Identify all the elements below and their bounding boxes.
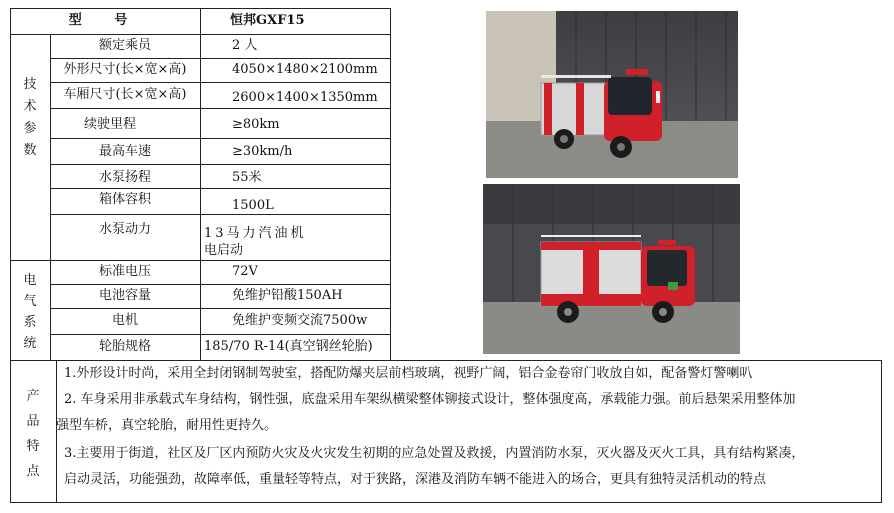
spec-value: ≥30km/h xyxy=(232,144,293,159)
group-label-electrical: 电 气 系 统 xyxy=(23,273,37,351)
grid-line xyxy=(200,8,201,361)
fire-truck-side-image xyxy=(483,184,740,354)
grid-line xyxy=(390,8,391,361)
spec-label: 车厢尺寸(长×宽×高) xyxy=(63,87,187,102)
feature-line: 启动灵活，功能强劲，故障率低，重量轻等特点，对于狭路，深港及消防车辆不能进入的场合，更具有独特灵活机动的特点 xyxy=(64,472,767,487)
spec-label: 额定乘员 xyxy=(98,38,151,53)
grid-line xyxy=(50,260,390,261)
grid-line xyxy=(50,58,390,59)
group-label-features: 产 品 特 点 xyxy=(26,389,40,479)
group-label-tech: 技 术 参 数 xyxy=(23,77,37,158)
spec-label: 轮胎规格 xyxy=(98,339,151,354)
grid-line xyxy=(50,82,390,83)
grid-line xyxy=(50,284,390,285)
spec-label: 电池容量 xyxy=(98,288,151,303)
grid-line xyxy=(50,188,390,189)
spec-label: 标准电压 xyxy=(98,264,151,279)
grid-line xyxy=(50,164,390,165)
feature-line: 3.主要用于街道，社区及厂区内预防火灾及火灾发生初期的应急处置及救援，内置消防水泵，灭火器及灭火工具，具有结构紧凑， xyxy=(64,446,805,461)
feature-line: 1.外形设计时尚，采用全封闭钢制驾驶室，搭配防爆夹层前档玻璃，视野广阔，铝合金卷帘门收放自如，配备警灯警喇叭 xyxy=(64,366,753,381)
spec-label: 最高车速 xyxy=(98,144,151,159)
spec-value: 13马力汽油机 xyxy=(204,226,307,241)
spec-value: 185/70 R-14(真空钢丝轮胎) xyxy=(204,339,373,354)
spec-label: 箱体容积 xyxy=(98,192,151,207)
spec-value: 4050×1480×2100mm xyxy=(232,62,378,77)
spec-value: 2 人 xyxy=(232,38,258,53)
truck-photo-side xyxy=(483,184,740,354)
fire-truck-front-image xyxy=(486,11,738,178)
grid-line xyxy=(10,260,50,261)
grid-line xyxy=(50,138,390,139)
spec-value: 72V xyxy=(232,264,258,279)
grid-line xyxy=(10,502,882,503)
spec-value: 免维护变频交流7500w xyxy=(232,313,368,328)
spec-value: 1500L xyxy=(232,198,274,213)
spec-label: 电机 xyxy=(111,313,138,328)
spec-value: 电启动 xyxy=(204,243,244,258)
grid-line xyxy=(50,334,390,335)
spec-value: ≥80km xyxy=(232,117,280,132)
model-label: 型 号 xyxy=(68,13,142,28)
spec-value: 免维护铅酸150AH xyxy=(232,288,343,303)
grid-line xyxy=(881,360,882,503)
spec-value: 2600×1400×1350mm xyxy=(232,90,378,105)
spec-label: 续驶里程 xyxy=(83,117,136,132)
spec-label: 水泵扬程 xyxy=(98,170,151,185)
feature-line: 2. 车身采用非承载式车身结构，钢性强，底盘采用车架纵横梁整体铆接式设计，整体强度高，承载能力强。前后悬架采用整体加 xyxy=(64,392,796,407)
spec-value: 55米 xyxy=(232,170,262,185)
model-value: 恒邦GXF15 xyxy=(230,13,305,28)
spec-label: 水泵动力 xyxy=(98,222,151,237)
grid-line xyxy=(50,308,390,309)
truck-photo-front xyxy=(486,11,738,178)
grid-line xyxy=(10,360,882,361)
grid-line xyxy=(50,108,390,109)
spec-label: 外形尺寸(长×宽×高) xyxy=(63,62,187,77)
feature-line: 强型车桥，真空轮胎，耐用性更持久。 xyxy=(56,418,278,433)
grid-line xyxy=(50,214,390,215)
